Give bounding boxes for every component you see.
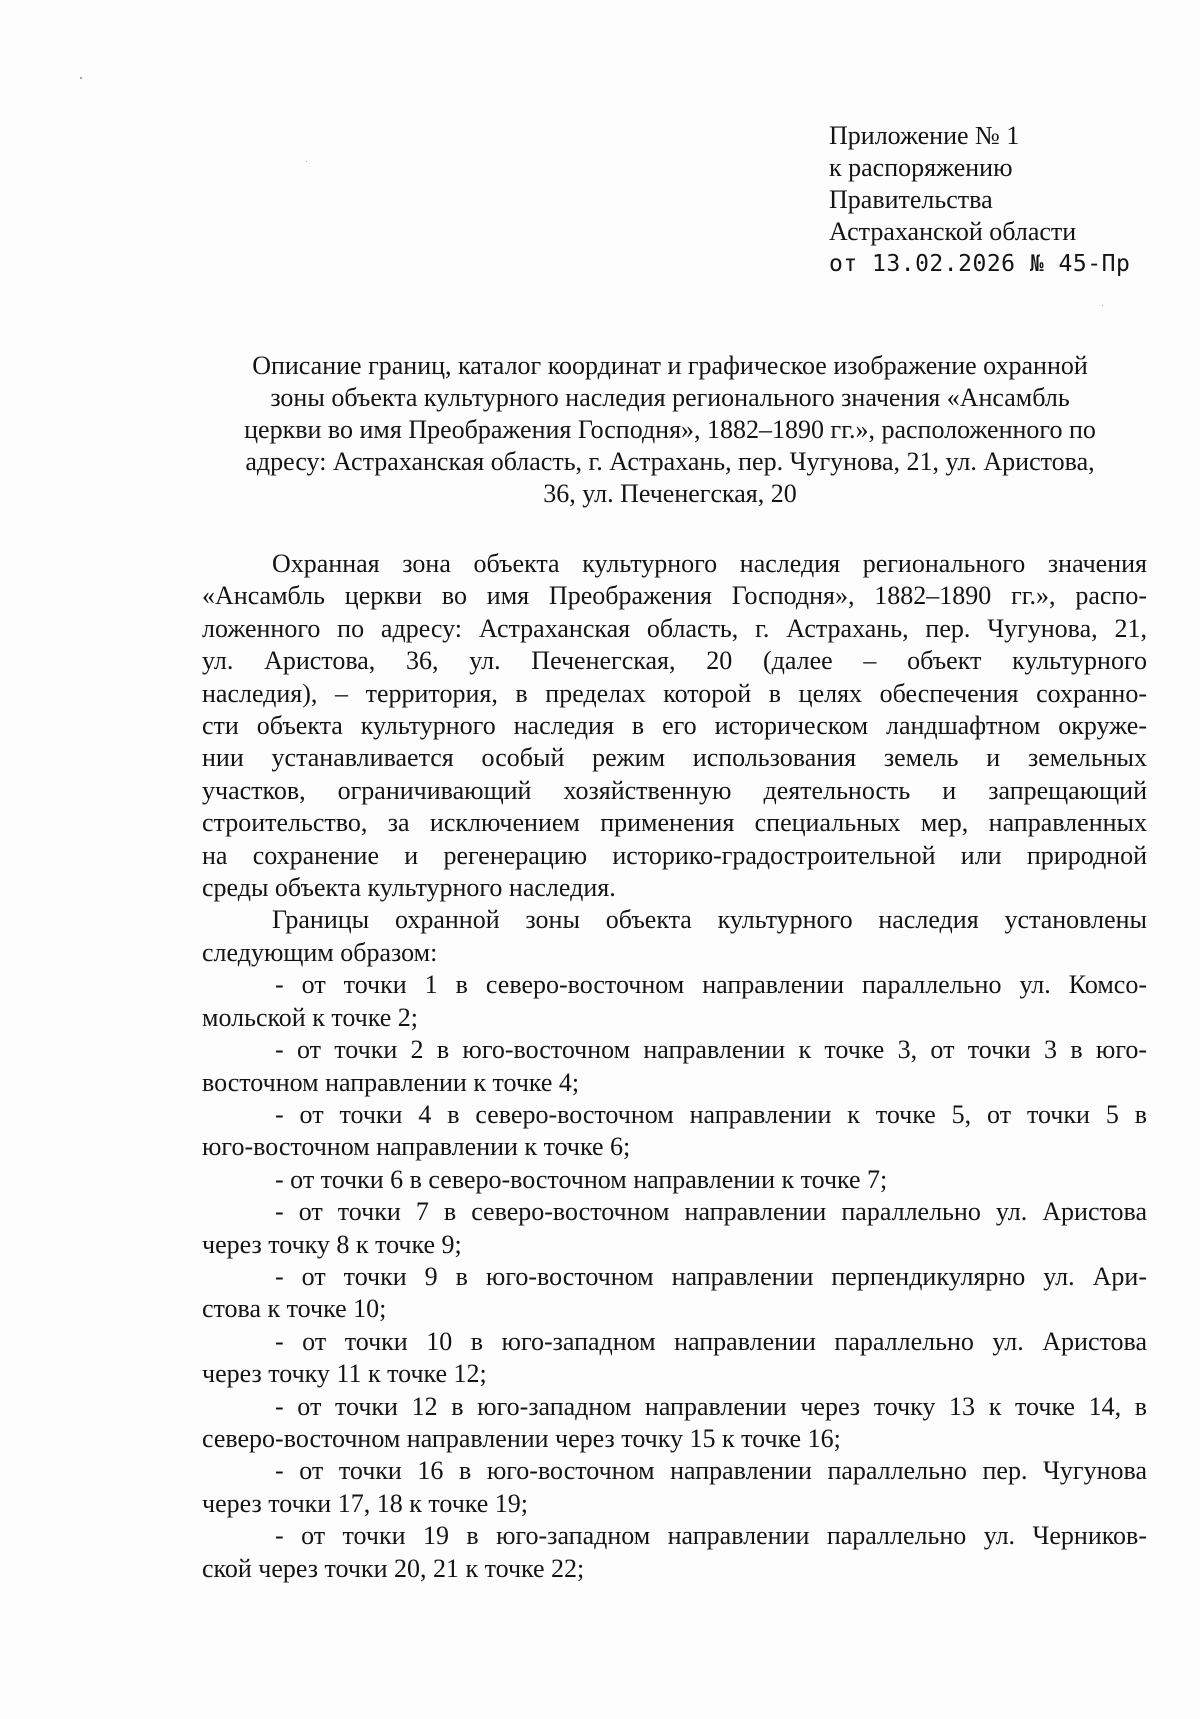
list-item [202, 1196, 1147, 1261]
text-line: участков, ограничивающий хозяйственную деятельность и запрещающий [202, 775, 1147, 805]
text-line: стова к точке 10; [202, 1294, 387, 1324]
text-line: через точку 8 к точке 9; [202, 1229, 462, 1259]
scan-speck [306, 161, 307, 162]
text-line: мольской к точке 2; [202, 1002, 419, 1032]
scan-speck [1102, 305, 1103, 306]
title-line: адресу: Астраханская область, г. Астрахань, пер. Чугунова, 21, ул. Аристова, [245, 447, 1095, 476]
text-line: через точки 17, 18 к точке 19; [202, 1488, 529, 1518]
text-line: - от точки 16 в юго-восточном направлении параллельно пер. Чугунова [275, 1456, 1147, 1486]
text-line: наследия), – территория, в пределах которой в целях обеспечения сохранно- [202, 678, 1147, 708]
paragraph-boundaries [202, 904, 1147, 969]
text-line: северо-восточном направлении через точку 15 к точке 16; [202, 1423, 841, 1453]
text-line: юго-восточном направлении к точке 6; [202, 1132, 631, 1162]
text-line: - от точки 1 в северо-восточном направлении параллельно ул. Комсо- [275, 970, 1147, 1000]
text-line: - от точки 10 в юго-западном направлении параллельно ул. Аристова [275, 1326, 1147, 1356]
text-line: - от точки 2 в юго-восточном направлении к точке 3, от точки 3 в юго- [275, 1035, 1147, 1065]
appendix-date-number: от 13.02.2026 № 45-Пр [829, 251, 1131, 277]
text-line: ложенного по адресу: Астраханская область, г. Астрахань, пер. Чугунова, 21, [202, 613, 1147, 643]
list-item [202, 1326, 1147, 1391]
appendix-government: Правительства [829, 185, 993, 214]
text-line: Охранная зона объекта культурного наследия регионального значения [272, 549, 1147, 578]
text-line: сти объекта культурного наследия в его историческом ландшафтном окруже- [202, 711, 1147, 741]
paragraph-protection-zone [202, 548, 1147, 904]
boundary-list [202, 969, 1147, 1585]
text-line: среды объекта культурного наследия. [202, 873, 616, 903]
scan-speck [80, 77, 82, 79]
document-title [190, 350, 1150, 510]
text-line: - от точки 9 в юго-восточном направлении перпендикулярно ул. Ари- [275, 1261, 1147, 1291]
text-line: ул. Аристова, 36, ул. Печенегская, 20 (далее – объект культурного [202, 646, 1147, 676]
title-line: церкви во имя Преображения Господня», 1882–1890 гг.», расположенного по [244, 415, 1096, 444]
text-line: нии устанавливается особый режим использования земель и земельных [202, 743, 1147, 773]
list-item [202, 1099, 1147, 1164]
text-line: - от точки 6 в северо-восточном направлении к точке 7; [275, 1164, 888, 1194]
appendix-region: Астраханской области [829, 217, 1077, 246]
list-item [202, 1164, 1147, 1196]
text-line: восточном направлении к точке 4; [202, 1067, 580, 1097]
list-item [202, 1034, 1147, 1099]
text-line: ской через точки 20, 21 к точке 22; [202, 1553, 585, 1583]
list-item [202, 1455, 1147, 1520]
appendix-order-ref: к распоряжению [829, 153, 1013, 182]
text-line: на сохранение и регенерацию историко-градостроительной или природной [202, 840, 1147, 870]
text-line: следующим образом: [202, 937, 438, 967]
list-item [202, 1261, 1147, 1326]
list-item [202, 1520, 1147, 1585]
text-line: через точку 11 к точке 12; [202, 1359, 487, 1389]
title-line: зоны объекта культурного наследия регионального значения «Ансамбль [270, 383, 1070, 412]
appendix-header [829, 120, 1169, 280]
text-line: - от точки 7 в северо-восточном направлении параллельно ул. Аристова [275, 1197, 1147, 1227]
list-item [202, 969, 1147, 1034]
text-line: строительство, за исключением применения специальных мер, направленных [202, 808, 1147, 838]
list-item [202, 1391, 1147, 1456]
title-line: 36, ул. Печенегская, 20 [543, 479, 797, 508]
document-body [202, 548, 1147, 1585]
text-line: «Ансамбль церкви во имя Преображения Господня», 1882–1890 гг.», распо- [202, 581, 1147, 611]
text-line: - от точки 19 в юго-западном направлении параллельно ул. Черников- [275, 1521, 1147, 1551]
text-line: Границы охранной зоны объекта культурного наследия установлены [272, 905, 1147, 935]
text-line: - от точки 4 в северо-восточном направлении к точке 5, от точки 5 в [275, 1099, 1147, 1129]
appendix-number: Приложение № 1 [829, 121, 1020, 150]
text-line: - от точки 12 в юго-западном направлении через точку 13 к точке 14, в [275, 1391, 1147, 1421]
title-line: Описание границ, каталог координат и графическое изображение охранной [252, 351, 1088, 380]
